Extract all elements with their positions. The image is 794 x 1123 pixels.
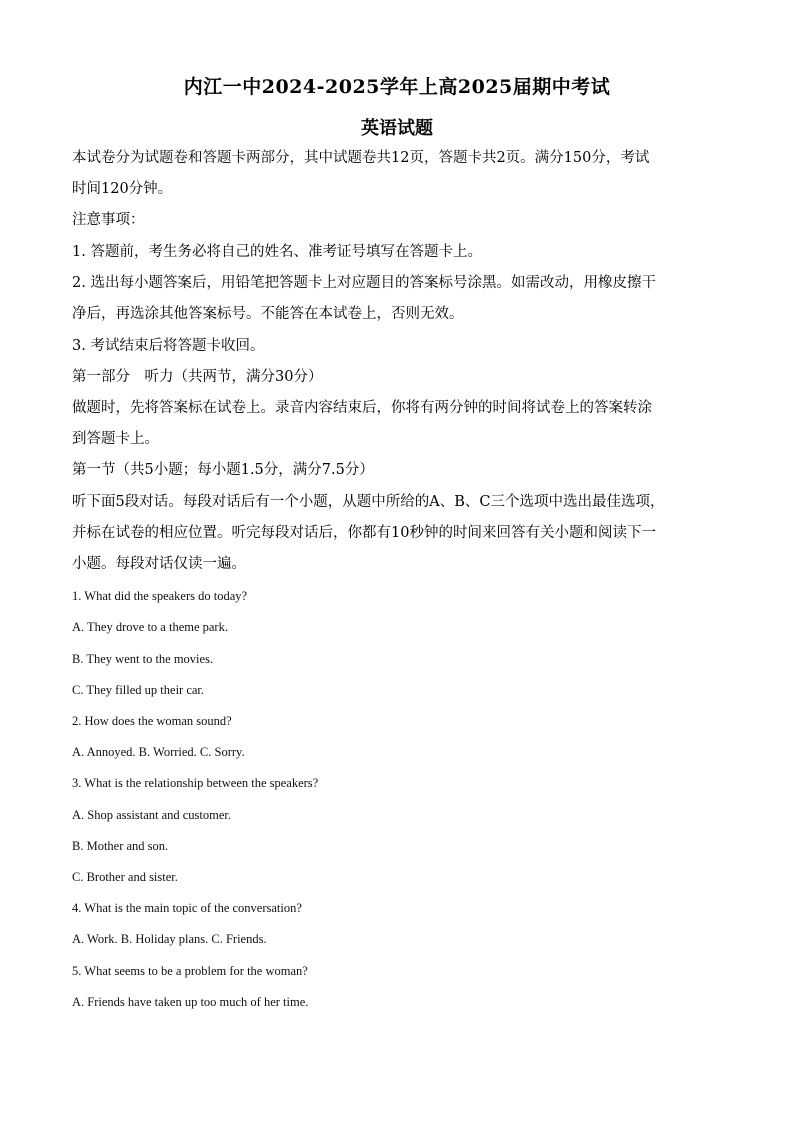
exam-subtitle: 英语试题 (361, 118, 433, 139)
part1-heading: 第一部分 听力（共两节，满分30分） (72, 369, 323, 385)
notice-heading: 注意事项： (72, 212, 145, 228)
question-3: 3. What is the relationship between the speakers? (72, 776, 319, 790)
question-3-option-b: B. Mother and son. (72, 839, 169, 853)
question-4: 4. What is the main topic of the conversation? (72, 901, 302, 915)
question-1: 1. What did the speakers do today? (72, 589, 248, 603)
section1-instruction-line-2: 并标在试卷的相应位置。听完每段对话后，你都有10秒钟的时间来回答有关小题和阅读下一 (72, 525, 656, 541)
question-2: 2. How does the woman sound? (72, 714, 232, 728)
section1-instruction-line-3: 小题。每段对话仅读一遍。 (72, 556, 246, 572)
exam-title: 内江一中2024-2025学年上高2025届期中考试 (183, 76, 611, 98)
intro-line-1: 本试卷分为试题卷和答题卡两部分，其中试题卷共12页，答题卡共2页。满分150分，考试 (72, 150, 650, 166)
question-5-option-a: A. Friends have taken up too much of her time. (72, 995, 309, 1009)
question-3-option-a: A. Shop assistant and customer. (72, 808, 232, 822)
notice-item-2-line-2: 净后，再选涂其他答案标号。不能答在本试卷上，否则无效。 (72, 306, 464, 322)
notice-item-2-line-1: 2. 选出每小题答案后，用铅笔把答题卡上对应题目的答案标号涂黑。如需改动，用橡皮擦干 (72, 275, 656, 291)
part1-instruction-line-1: 做题时，先将答案标在试卷上。录音内容结束后，你将有两分钟的时间将试卷上的答案转涂 (72, 400, 652, 416)
question-1-option-a: A. They drove to a theme park. (72, 620, 228, 634)
notice-item-3: 3. 考试结束后将答题卡收回。 (72, 338, 265, 354)
question-1-option-c: C. They filled up their car. (72, 683, 205, 697)
question-1-option-b: B. They went to the movies. (72, 652, 214, 666)
intro-line-2: 时间120分钟。 (72, 181, 173, 197)
part1-instruction-line-2: 到答题卡上。 (72, 431, 159, 447)
notice-item-1: 1. 答题前，考生务必将自己的姓名、准考证号填写在答题卡上。 (72, 244, 482, 260)
section1-instruction-line-1: 听下面5段对话。每段对话后有一个小题，从题中所给的A、B、C三个选项中选出最佳选项， (72, 494, 665, 510)
question-4-options: A. Work. B. Holiday plans. C. Friends. (72, 932, 267, 946)
section1-heading: 第一节（共5小题；每小题1.5分，满分7.5分） (72, 462, 374, 478)
question-2-options: A. Annoyed. B. Worried. C. Sorry. (72, 745, 245, 759)
question-5: 5. What seems to be a problem for the woman? (72, 964, 308, 978)
question-3-option-c: C. Brother and sister. (72, 870, 178, 884)
